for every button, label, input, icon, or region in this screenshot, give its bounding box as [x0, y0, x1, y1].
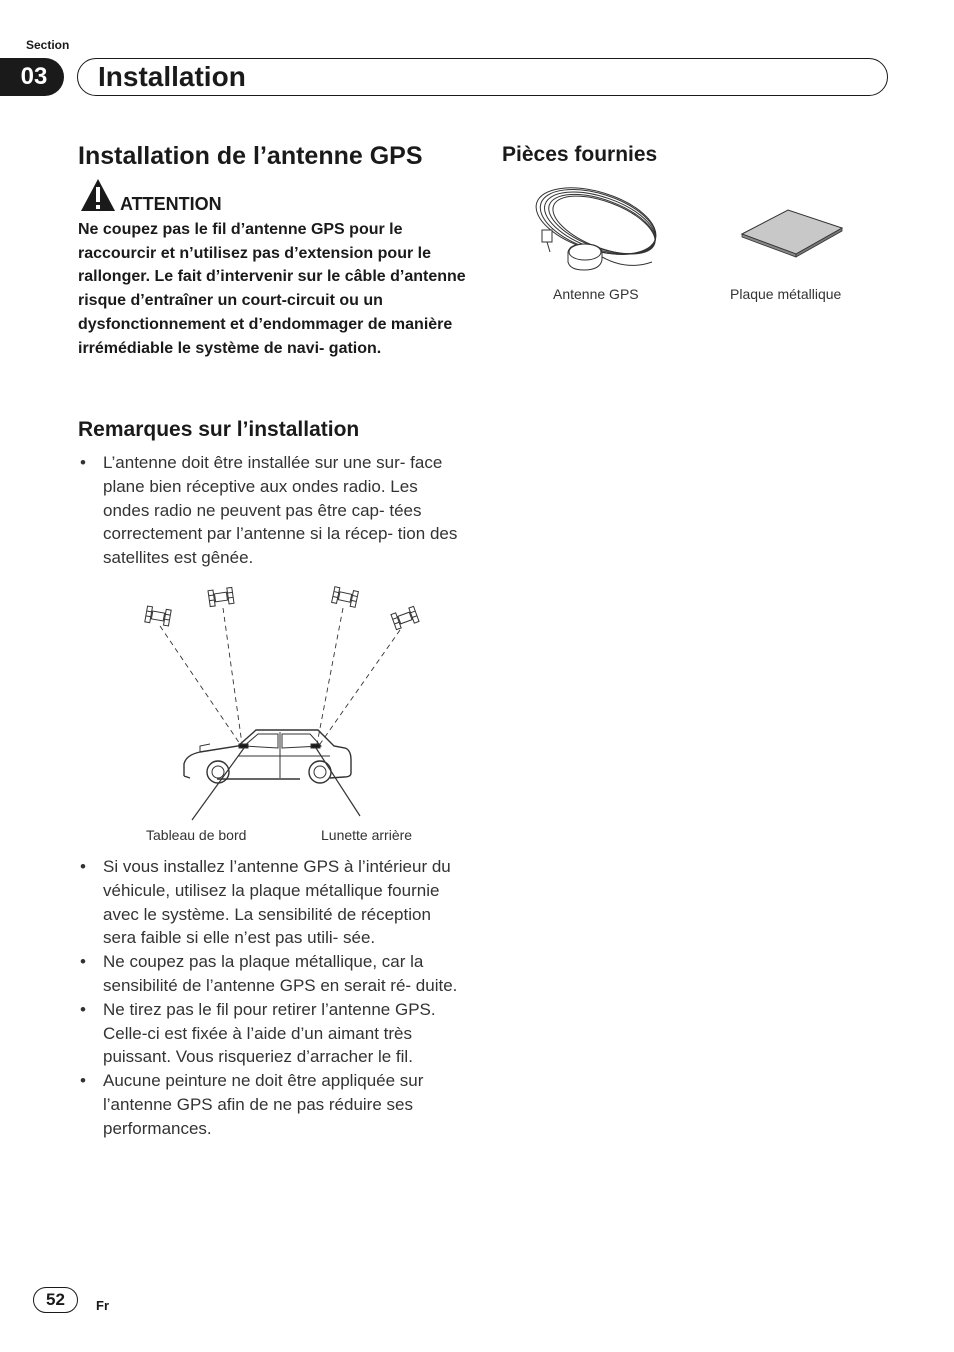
satellite-icon: [391, 606, 419, 629]
warning-text: Ne coupez pas le fil d’antenne GPS pour le raccourcir et n’utilisez pas d’extension pour le rallonger. Le fait d’intervenir sur le câble d’antenne risque d’entraîner un court-circuit ou un dysfonctionnement et d’endommager de manière irrémédiable le système de navi- gation.: [78, 221, 466, 357]
page-title: Installation de l’antenne GPS: [78, 142, 423, 170]
list-item: • Si vous installez l’antenne GPS à l’intérieur du véhicule, utilisez la plaque métallique fournie avec le système. La sensibilité de réception sera faible si elle n’est pas utili- sée.: [78, 855, 468, 950]
figure-label-rear-window: Lunette arrière: [321, 827, 413, 843]
part-label-gps-antenna: Antenne GPS: [553, 286, 639, 302]
warning-title: ATTENTION: [120, 194, 222, 214]
remarks-list-2: [78, 855, 468, 1141]
parts-heading: Pièces fournies: [502, 143, 658, 166]
remarks-heading: Remarques sur l’installation: [78, 418, 360, 441]
figure-label-dashboard: Tableau de bord: [146, 827, 247, 843]
satellite-icon: [208, 587, 234, 606]
section-label: Section: [26, 38, 70, 52]
list-item: • Ne tirez pas le fil pour retirer l’antenne GPS. Celle-ci est fixée à l’aide d’un aimant très puissant. Vous risqueriez d’arracher le fil.: [78, 998, 468, 1069]
gps-antenna-image: [528, 182, 670, 278]
warning-icon: [80, 178, 116, 212]
satellite-icon: [145, 606, 171, 626]
car-satellite-illustration: [140, 580, 460, 825]
language-code: Fr: [96, 1298, 109, 1313]
metal-plate-image: [738, 208, 846, 258]
section-title: Installation: [98, 61, 246, 92]
remarks-list-1: [78, 451, 468, 570]
part-label-metal-plate: Plaque métallique: [730, 286, 842, 302]
page-number: 52: [33, 1287, 78, 1313]
list-item: • Ne coupez pas la plaque métallique, car la sensibilité de l’antenne GPS en serait ré- duite.: [78, 950, 468, 998]
section-number-tab: 03: [0, 58, 64, 96]
satellite-icon: [332, 587, 359, 608]
list-item: • Aucune peinture ne doit être appliquée sur l’antenne GPS afin de ne pas réduire ses performances.: [78, 1069, 468, 1140]
list-item: • L’antenne doit être installée sur une sur- face plane bien réceptive aux ondes radio. Les ondes radio ne peuvent pas être cap- tées correctement par l’antenne si la récep- tion des satellites est gênée.: [78, 451, 468, 570]
